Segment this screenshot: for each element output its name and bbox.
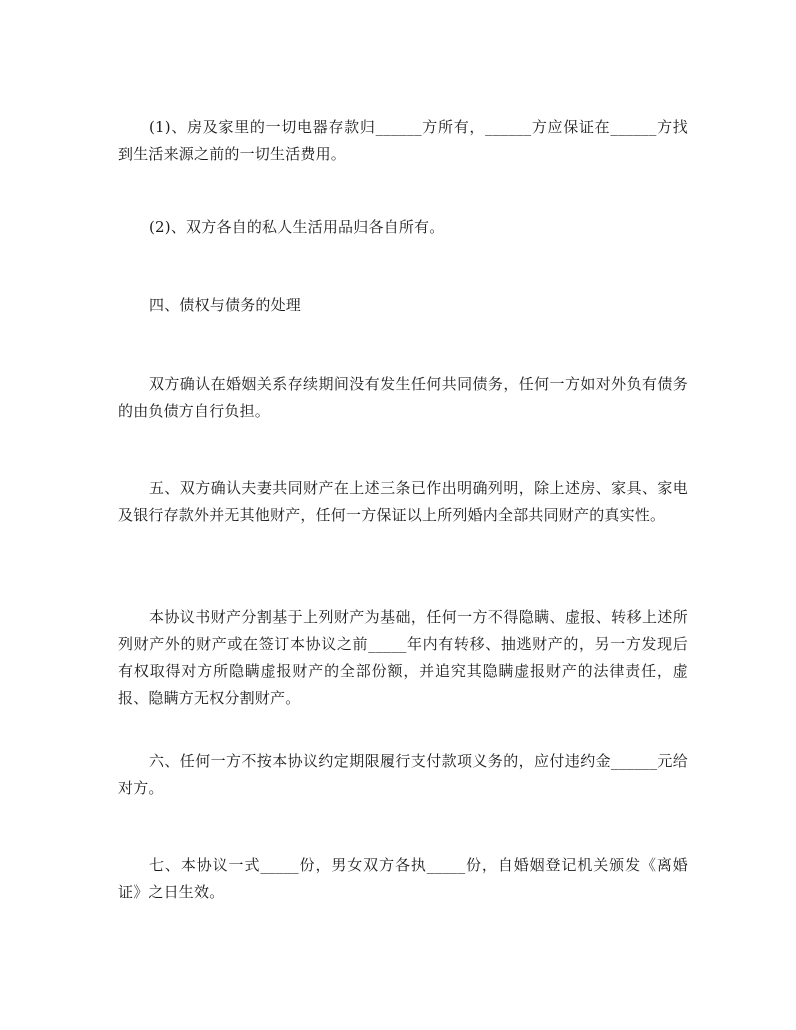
section-six-penalty: 六、任何一方不按本协议约定期限履行支付款项义务的，应付违约金______元给对方。 <box>118 752 688 797</box>
section-seven-copies: 七、本协议一式_____份，男女双方各执_____份，自婚姻登记机关颁发《离婚证》之日生效。 <box>118 856 688 901</box>
clause-item-2: (2)、双方各自的私人生活用品归各自所有。 <box>149 218 445 236</box>
clause-item-1: (1)、房及家里的一切电器存款归______方所有，______方应保证在______方找到生活来源之前的一切生活费用。 <box>118 118 688 163</box>
section-heading-debts: 四、债权与债务的处理 <box>149 296 302 314</box>
property-division-clause: 本协议书财产分割基于上列财产为基础，任何一方不得隐瞒、虚报、转移上述所列财产外的财产或在签订本协议之前_____年内有转移、抽逃财产的，另一方发现后有权取得对方所隐瞒虚报财产的全部份额，并追究其隐瞒虚报财产的法律责任，虚报、隐瞒方无权分割财产。 <box>118 608 688 707</box>
debt-clause: 双方确认在婚姻关系存续期间没有发生任何共同债务，任何一方如对外负有债务的由负债方自行负担。 <box>118 375 688 420</box>
section-five-property-confirmation: 五、双方确认夫妻共同财产在上述三条已作出明确列明，除上述房、家具、家电及银行存款外并无其他财产，任何一方保证以上所列婚内全部共同财产的真实性。 <box>118 479 688 524</box>
